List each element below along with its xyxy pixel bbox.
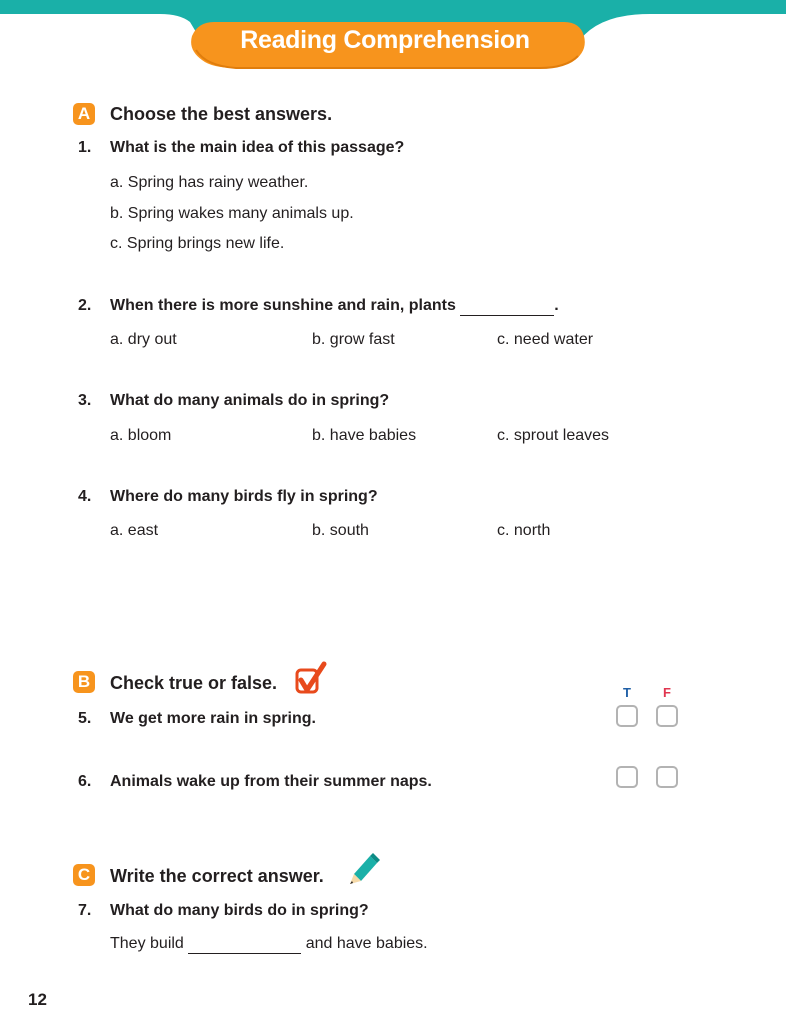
- question-number: 1.: [78, 139, 92, 156]
- section-c-badge: C: [73, 864, 95, 886]
- question-number: 2.: [78, 297, 92, 314]
- answer-sentence: [110, 935, 428, 954]
- question-number: 7.: [78, 902, 92, 919]
- pencil-icon: [344, 850, 380, 886]
- answer-option[interactable]: a. dry out: [110, 331, 177, 348]
- question-text: [110, 297, 559, 316]
- answer-option[interactable]: b. Spring wakes many animals up.: [110, 205, 354, 222]
- answer-suffix: and have babies.: [305, 935, 428, 952]
- question-text: Where do many birds fly in spring?: [110, 488, 378, 505]
- statement-number: 6.: [78, 773, 92, 790]
- true-checkbox[interactable]: [616, 766, 638, 788]
- section-a-badge: A: [73, 103, 95, 125]
- answer-option[interactable]: c. Spring brings new life.: [110, 235, 285, 252]
- section-b-badge: B: [73, 671, 95, 693]
- false-column-label: F: [663, 685, 671, 700]
- answer-option[interactable]: a. Spring has rainy weather.: [110, 174, 309, 191]
- question-text-body: When there is more sunshine and rain, plants: [110, 297, 456, 314]
- answer-blank[interactable]: [188, 935, 301, 954]
- statement-number: 5.: [78, 710, 92, 727]
- question-suffix: .: [554, 297, 559, 314]
- statement-text: We get more rain in spring.: [110, 710, 316, 727]
- answer-option[interactable]: c. sprout leaves: [497, 427, 610, 444]
- section-c-title: Write the correct answer.: [110, 866, 324, 886]
- answer-option[interactable]: c. need water: [497, 331, 594, 348]
- answer-option[interactable]: b. grow fast: [312, 331, 395, 348]
- question-text: What do many birds do in spring?: [110, 902, 369, 919]
- question-text: What is the main idea of this passage?: [110, 139, 405, 156]
- false-checkbox[interactable]: [656, 705, 678, 727]
- question-number: 3.: [78, 392, 92, 409]
- answer-option[interactable]: b. have babies: [312, 427, 417, 444]
- statement-text: Animals wake up from their summer naps.: [110, 773, 432, 790]
- answer-option[interactable]: a. bloom: [110, 427, 172, 444]
- question-number: 4.: [78, 488, 92, 505]
- answer-option[interactable]: b. south: [312, 522, 369, 539]
- page-number: 12: [28, 990, 47, 1009]
- answer-option[interactable]: a. east: [110, 522, 159, 539]
- true-column-label: T: [623, 685, 631, 700]
- question-text: What do many animals do in spring?: [110, 392, 390, 409]
- answer-blank[interactable]: [460, 297, 554, 316]
- true-checkbox[interactable]: [616, 705, 638, 727]
- page-title: Reading Comprehension: [240, 26, 530, 54]
- section-a-title: Choose the best answers.: [110, 104, 333, 124]
- section-b-title: Check true or false.: [110, 673, 278, 693]
- checkmark-icon: [294, 660, 328, 696]
- answer-prefix: They build: [110, 935, 184, 952]
- answer-option[interactable]: c. north: [497, 522, 551, 539]
- false-checkbox[interactable]: [656, 766, 678, 788]
